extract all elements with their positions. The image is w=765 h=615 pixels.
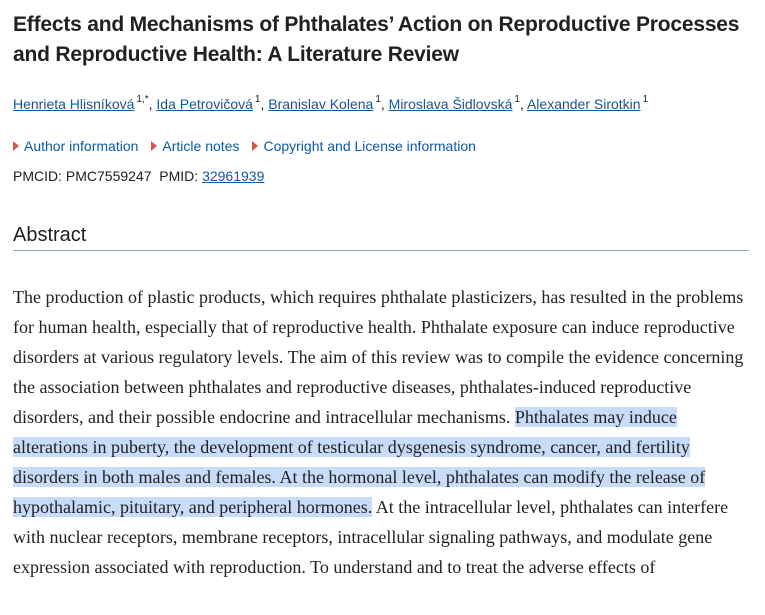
- pmcid-text: PMCID: PMC7559247: [13, 168, 152, 184]
- author-separator: ,: [380, 96, 389, 112]
- author-link-kolena[interactable]: Branislav Kolena: [268, 96, 374, 112]
- abstract-text-part-1: The production of plastic products, which requires phthalate plasticizers, has resulted in the problems for human health, especially that of reproductive health. Phthalate exposure can induce reproductive disorders at various regulatory levels. The aim of this review was to compile the evidence concerning the association between phthalates and reproductive diseases, phthalates-induced reproductive disorders, and their possible endocrine and intracellular mechanisms.: [13, 287, 744, 427]
- author-affil-marker: 1: [254, 94, 261, 105]
- abstract-text: [13, 282, 753, 582]
- author-link-sidlovska[interactable]: Miroslava Šidlovská: [388, 96, 513, 112]
- copyright-license-toggle[interactable]: [252, 136, 475, 156]
- author-separator: ,: [148, 96, 157, 112]
- copyright-license-label: Copyright and License information: [263, 138, 476, 154]
- author-link-petrovicova[interactable]: Ida Petrovičová: [156, 96, 253, 112]
- article-meta-links: [13, 136, 476, 156]
- pmid-label: PMID:: [159, 168, 199, 184]
- abstract-heading: Abstract: [13, 222, 749, 251]
- author-information-toggle[interactable]: [13, 136, 138, 156]
- abstract-text-part-3: At the intracellular level, phthalates can interfere with nuclear receptors, membrane receptors, intracellular signaling pathways, and modulate gene expression associated with reproduction. To understand and to treat the adverse effects of: [13, 497, 729, 577]
- author-information-label: Author information: [24, 138, 139, 154]
- caret-right-icon: [13, 141, 19, 151]
- author-affil-marker: 1: [514, 94, 520, 105]
- abstract-highlighted-selection[interactable]: Phthalates may induce alterations in puberty, the development of testicular dysgenesis syndrome, cancer, and fertility disorders in both males and females. At the hormonal level, phthalates can modify the release of hypothalamic, pituitary, and peripheral hormones.: [13, 407, 706, 517]
- author-link-sirotkin[interactable]: Alexander Sirotkin: [526, 96, 641, 112]
- author-separator: ,: [519, 96, 527, 112]
- pmid-link[interactable]: 32961939: [202, 168, 265, 184]
- author-link-hlisnikova[interactable]: Henrieta Hlisníková: [13, 96, 135, 112]
- article-title: Effects and Mechanisms of Phthalates’ Action on Reproductive Processes and Reproductive Health: A Literature Review: [13, 13, 740, 66]
- article-notes-toggle[interactable]: [151, 136, 239, 156]
- author-affil-marker: 1: [642, 94, 649, 105]
- author-affil-marker: 1: [375, 94, 381, 105]
- author-list: [13, 90, 753, 114]
- author-affil-marker: 1,*: [136, 94, 149, 105]
- article-identifiers: [13, 166, 264, 186]
- caret-right-icon: [151, 141, 157, 151]
- author-separator: ,: [260, 96, 269, 112]
- article-notes-label: Article notes: [162, 138, 240, 154]
- caret-right-icon: [252, 141, 258, 151]
